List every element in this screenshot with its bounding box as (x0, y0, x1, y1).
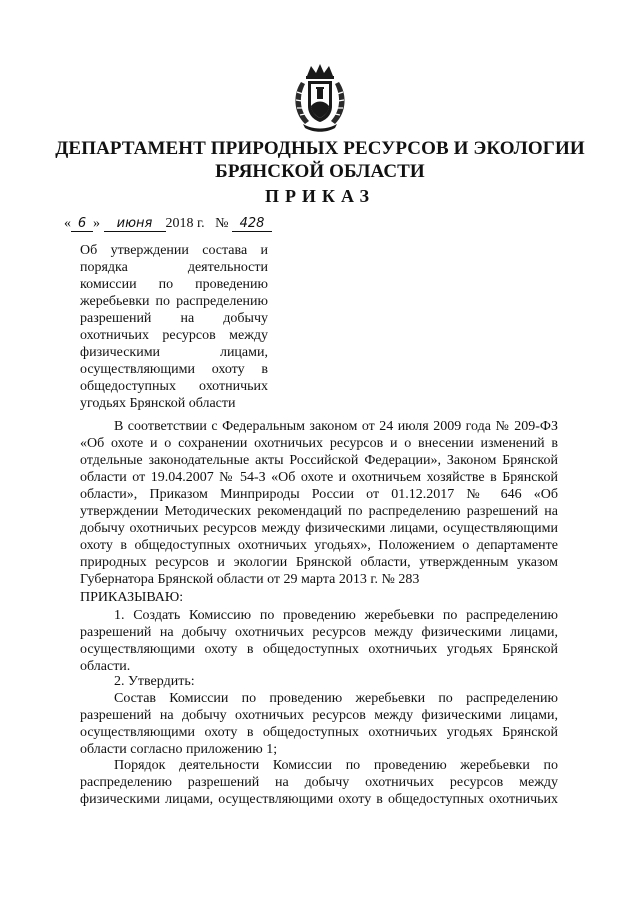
preamble-line: области», Приказом Минприроды России от 01.12.2017 № 646 «Об (80, 487, 558, 502)
item-2-line: разрешений на добычу охотничьих ресурсов между физическими лицами, (80, 708, 558, 723)
item-1-line: разрешений на добычу охотничьих ресурсов между физическими лицами, (80, 625, 558, 640)
preamble-line: В соответствии с Федеральным законом от 24 июля 2009 года № 209-ФЗ (114, 419, 558, 434)
date-day: 6 (71, 216, 93, 232)
date-close-quote: » (93, 216, 100, 231)
subject-line: жеребьевки по распределению (80, 294, 268, 309)
item-2-line: области согласно приложению 1; (80, 742, 278, 757)
item-2-heading: 2. Утвердить: (114, 674, 195, 689)
subject-line: общедоступных охотничьих (80, 379, 268, 394)
order-number: 428 (232, 216, 272, 232)
subject-line: физическими лицами, (80, 345, 268, 360)
item-1-line: 1. Создать Комиссию по проведению жеребьевки по распределению (114, 608, 558, 623)
preamble-paragraph (80, 418, 558, 606)
preamble-line: добычу охотничьих ресурсов между физическими лицами, осуществляющими (80, 521, 558, 536)
subject-line: охотничьих ресурсов между (80, 328, 268, 343)
subject-line: порядка деятельности (80, 260, 268, 275)
document-type-title: ПРИКАЗ (264, 186, 376, 206)
order-word: ПРИКАЗЫВАЮ: (80, 590, 184, 605)
date-month: июня (104, 216, 166, 232)
item-1-paragraph (80, 607, 558, 675)
item-2-paragraph (80, 673, 558, 758)
date-open-quote: « (64, 216, 71, 231)
department-title-line1: ДЕПАРТАМЕНТ ПРИРОДНЫХ РЕСУРСОВ И ЭКОЛОГИИ (55, 138, 585, 159)
order-date-line (64, 216, 272, 232)
preamble-line: области от 19.04.2007 № 54-З «Об охоте и охотничьем хозяйстве в Брянской (80, 470, 558, 485)
bryansk-coat-of-arms-icon (289, 62, 351, 134)
preamble-line: природных ресурсов и экологии Брянской области, утвержденным указом (80, 555, 558, 570)
item-2-line: Состав Комиссии по проведению жеребьевки по распределению (114, 691, 558, 706)
subject-line: Об утверждении состава и (80, 243, 268, 258)
order-subject (80, 242, 268, 412)
subject-line: разрешений на добычу (80, 311, 268, 326)
preamble-line: отдельные законодательные акты Российской Федерации», Законом Брянской (80, 453, 558, 468)
order-number-sign: № (215, 216, 229, 231)
item-2b-line: Порядок деятельности Комиссии по проведению жеребьевки по (114, 758, 558, 773)
item-1-line: осуществляющими охоту в общедоступных охотничьих угодьях Брянской (80, 642, 558, 657)
preamble-line: Губернатора Брянской области от 29 марта 2013 г. № 283 (80, 572, 420, 587)
item-2b-line: физическими лицами, осуществляющими охоту в общедоступных охотничьих (80, 792, 558, 807)
subject-line: комиссии по проведению (80, 277, 268, 292)
item-1-line: области. (80, 659, 131, 674)
subject-line: осуществляющими охоту в (80, 362, 268, 377)
subject-line: угодьях Брянской области (80, 396, 236, 411)
preamble-line: утверждении Методических рекомендаций по распределению разрешений на (80, 504, 558, 519)
item-2-line: осуществляющими охоту в общедоступных охотничьих угодьях Брянской (80, 725, 558, 740)
preamble-line: «Об охоте и о сохранении охотничьих ресурсов и о внесении изменений в (80, 436, 558, 451)
item-2b-line: распределению разрешений на добычу охотничьих ресурсов между (80, 775, 558, 790)
preamble-line: охоту в общедоступных охотничьих угодьях», Положением о департаменте (80, 538, 558, 553)
date-year: 2018 г. (165, 216, 205, 231)
item-2b-paragraph (80, 757, 558, 808)
department-title-line2: БРЯНСКОЙ ОБЛАСТИ (215, 161, 425, 182)
